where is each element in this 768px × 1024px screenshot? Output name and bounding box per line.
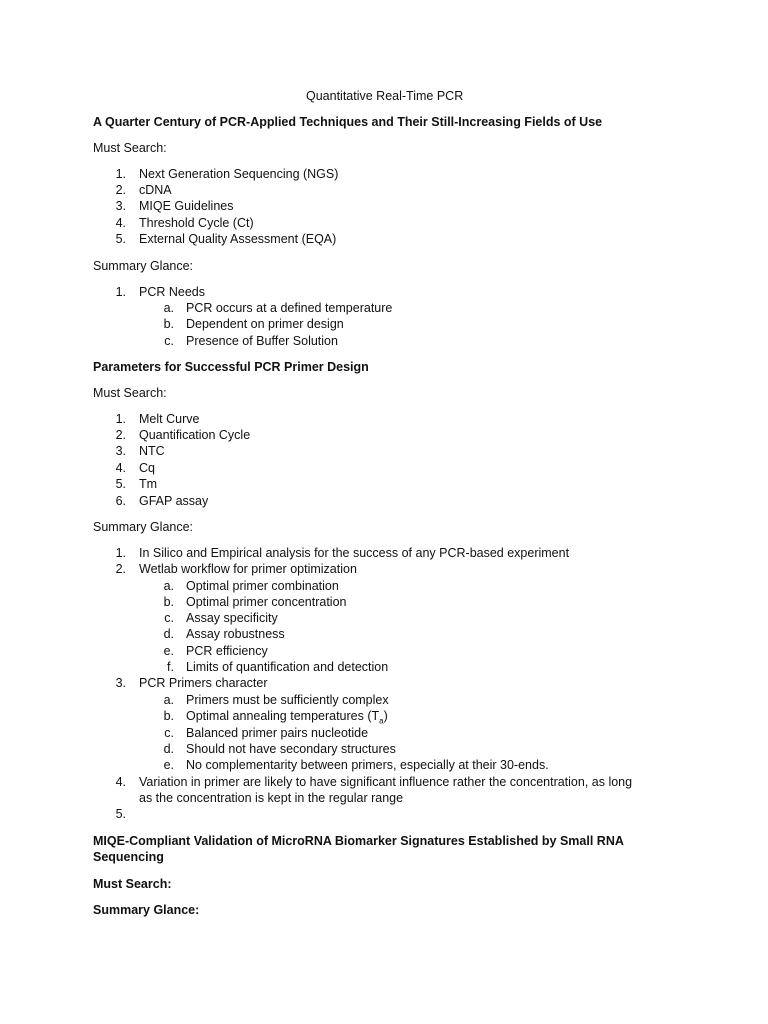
list-text: Tm: [139, 477, 158, 491]
section1-heading: A Quarter Century of PCR-Applied Techniques and Their Still-Increasing Fields of Use: [93, 115, 603, 129]
list-text: GFAP assay: [139, 494, 209, 508]
list-number: 5.: [115, 477, 126, 491]
list-text: cDNA: [139, 183, 172, 197]
list-number: 1.: [115, 546, 126, 560]
list-text: Melt Curve: [139, 412, 200, 426]
list-text-continued: as the concentration is kept in the regular range: [139, 791, 404, 805]
page-title: Quantitative Real-Time PCR: [306, 89, 464, 103]
list-text: External Quality Assessment (EQA): [139, 232, 337, 246]
list-number: 3.: [115, 199, 126, 213]
list-text: Wetlab workflow for primer optimization: [139, 562, 357, 576]
list-letter: e.: [163, 644, 174, 658]
subscript: a: [379, 716, 384, 726]
section3-heading-continued: Sequencing: [93, 850, 164, 864]
list-number: 1.: [115, 167, 126, 181]
list-letter: b.: [163, 317, 174, 331]
list-letter: c.: [164, 334, 174, 348]
sublist-text: Should not have secondary structures: [186, 742, 396, 756]
list-number: 5.: [115, 807, 126, 821]
close-paren: ): [383, 709, 388, 723]
list-number: 2.: [115, 183, 126, 197]
list-number: 4.: [115, 461, 126, 475]
list-letter: c.: [164, 726, 174, 740]
list-text: NTC: [139, 444, 165, 458]
list-letter: a.: [163, 301, 174, 315]
list-number: 3.: [115, 444, 126, 458]
list-number: 2.: [115, 428, 126, 442]
sublist-text: Balanced primer pairs nucleotide: [186, 726, 369, 740]
list-text: Threshold Cycle (Ct): [139, 216, 254, 230]
sublist-text: Optimal primer combination: [186, 579, 339, 593]
list-letter: a.: [163, 579, 174, 593]
sublist-text: Primers must be sufficiently complex: [186, 693, 389, 707]
sublist-text: Limits of quantification and detection: [186, 660, 389, 674]
list-letter: e.: [163, 758, 174, 772]
list-text: Variation in primer are likely to have significant influence rather the concentration, as long: [139, 775, 633, 789]
sublist-text: Presence of Buffer Solution: [186, 334, 338, 348]
list-number: 4.: [115, 216, 126, 230]
section1-summary-label: Summary Glance:: [93, 259, 194, 273]
list-number: 6.: [115, 494, 126, 508]
list-text: PCR Primers character: [139, 676, 268, 690]
list-letter: d.: [163, 742, 174, 756]
list-letter: a.: [163, 693, 174, 707]
sublist-text: Assay robustness: [186, 627, 285, 641]
sublist-text: No complementarity between primers, especially at their 30-ends.: [186, 758, 549, 772]
list-text: PCR Needs: [139, 285, 205, 299]
list-number: 4.: [115, 775, 126, 789]
list-number: 2.: [115, 562, 126, 576]
list-text: Next Generation Sequencing (NGS): [139, 167, 339, 181]
list-letter: c.: [164, 611, 174, 625]
list-number: 1.: [115, 285, 126, 299]
section2-summary-label: Summary Glance:: [93, 520, 194, 534]
section1-must-search-label: Must Search:: [93, 141, 167, 155]
list-text: Cq: [139, 461, 155, 475]
list-number: 1.: [115, 412, 126, 426]
list-text: In Silico and Empirical analysis for the success of any PCR-based experiment: [139, 546, 570, 560]
list-letter: b.: [163, 595, 174, 609]
section3-must-search-label: Must Search:: [93, 877, 172, 891]
section2-heading: Parameters for Successful PCR Primer Design: [93, 360, 369, 374]
sublist-text: Assay specificity: [186, 611, 278, 625]
sublist-text: PCR efficiency: [186, 644, 268, 658]
section3-heading: MIQE-Compliant Validation of MicroRNA Biomarker Signatures Established by Small RNA: [93, 834, 624, 848]
section2-must-search-label: Must Search:: [93, 386, 167, 400]
sublist-text: PCR occurs at a defined temperature: [186, 301, 393, 315]
sublist-text: Dependent on primer design: [186, 317, 344, 331]
list-text: Quantification Cycle: [139, 428, 251, 442]
sublist-text: Optimal annealing temperatures (T: [186, 709, 380, 723]
section3-summary-label: Summary Glance:: [93, 903, 200, 917]
list-letter: b.: [163, 709, 174, 723]
list-letter: d.: [163, 627, 174, 641]
list-text: MIQE Guidelines: [139, 199, 234, 213]
sublist-text: Optimal primer concentration: [186, 595, 347, 609]
list-letter: f.: [167, 660, 174, 674]
list-number: 5.: [115, 232, 126, 246]
list-number: 3.: [115, 676, 126, 690]
